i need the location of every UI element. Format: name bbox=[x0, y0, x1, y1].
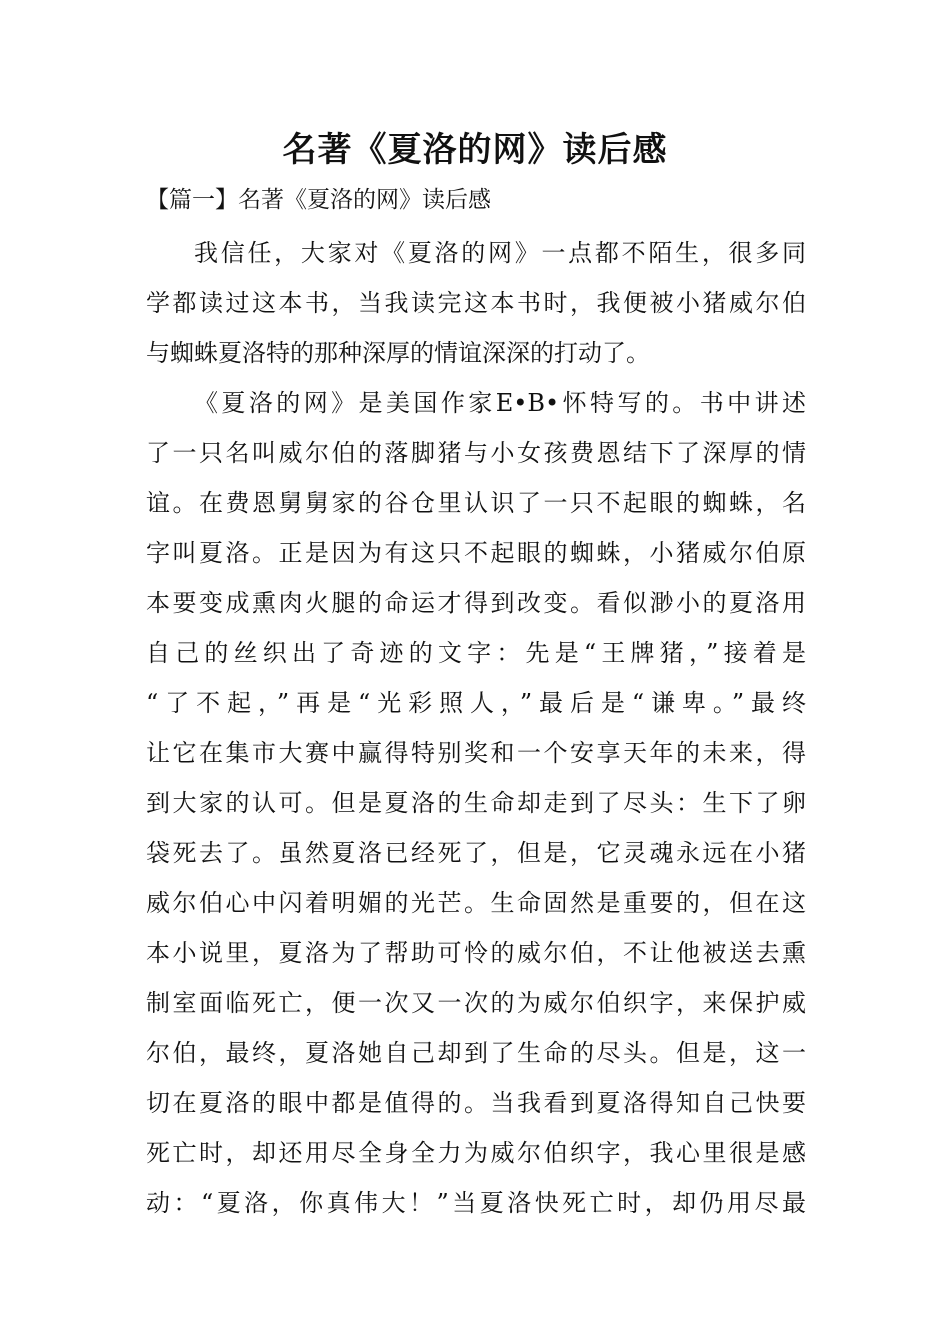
text-line: 让它在集市大赛中赢得特别奖和一个安享天年的未来，得 bbox=[146, 739, 806, 767]
text-line: 自己的丝织出了奇迹的文字：先是“王牌猪，”接着是 bbox=[146, 639, 806, 667]
text-line: 字叫夏洛。正是因为有这只不起眼的蜘蛛，小猪威尔伯原 bbox=[146, 539, 806, 567]
text-line: 袋死去了。虽然夏洛已经死了，但是，它灵魂永远在小猪 bbox=[146, 839, 806, 867]
paragraph-2 bbox=[146, 378, 806, 1228]
text-line: 本要变成熏肉火腿的命运才得到改变。看似渺小的夏洛用 bbox=[146, 589, 806, 617]
text-line: 切在夏洛的眼中都是值得的。当我看到夏洛得知自己快要 bbox=[146, 1089, 806, 1117]
text-line: 《夏洛的网》是美国作家E•B•怀特写的。书中讲述 bbox=[194, 389, 806, 417]
text-line: 我信任，大家对《夏洛的网》一点都不陌生，很多同 bbox=[194, 239, 806, 267]
document-title: 名著《夏洛的网》读后感 bbox=[282, 130, 668, 170]
document-body bbox=[146, 228, 806, 1228]
paragraph-1 bbox=[146, 228, 806, 378]
text-line: 本小说里，夏洛为了帮助可怜的威尔伯，不让他被送去熏 bbox=[146, 939, 806, 967]
text-line: “了不起，”再是“光彩照人，”最后是“谦卑。”最终 bbox=[146, 689, 806, 717]
text-line: 谊。在费恩舅舅家的谷仓里认识了一只不起眼的蜘蛛，名 bbox=[146, 489, 806, 517]
text-line: 到大家的认可。但是夏洛的生命却走到了尽头：生下了卵 bbox=[146, 789, 806, 817]
text-line: 威尔伯心中闪着明媚的光芒。生命固然是重要的，但在这 bbox=[146, 889, 806, 917]
text-line: 与蜘蛛夏洛特的那种深厚的情谊深深的打动了。 bbox=[146, 339, 650, 367]
text-line: 尔伯，最终，夏洛她自己却到了生命的尽头。但是，这一 bbox=[146, 1039, 806, 1067]
text-line: 动：“夏洛，你真伟大！”当夏洛快死亡时，却仍用尽最 bbox=[146, 1189, 806, 1217]
text-line: 死亡时，却还用尽全身全力为威尔伯织字，我心里很是感 bbox=[146, 1139, 806, 1167]
text-line: 学都读过这本书，当我读完这本书时，我便被小猪威尔伯 bbox=[146, 289, 806, 317]
text-line: 制室面临死亡，便一次又一次的为威尔伯织字，来保护威 bbox=[146, 989, 806, 1017]
text-line: 了一只名叫威尔伯的落脚猪与小女孩费恩结下了深厚的情 bbox=[146, 439, 806, 467]
section-heading: 【篇一】名著《夏洛的网》读后感 bbox=[146, 187, 491, 213]
